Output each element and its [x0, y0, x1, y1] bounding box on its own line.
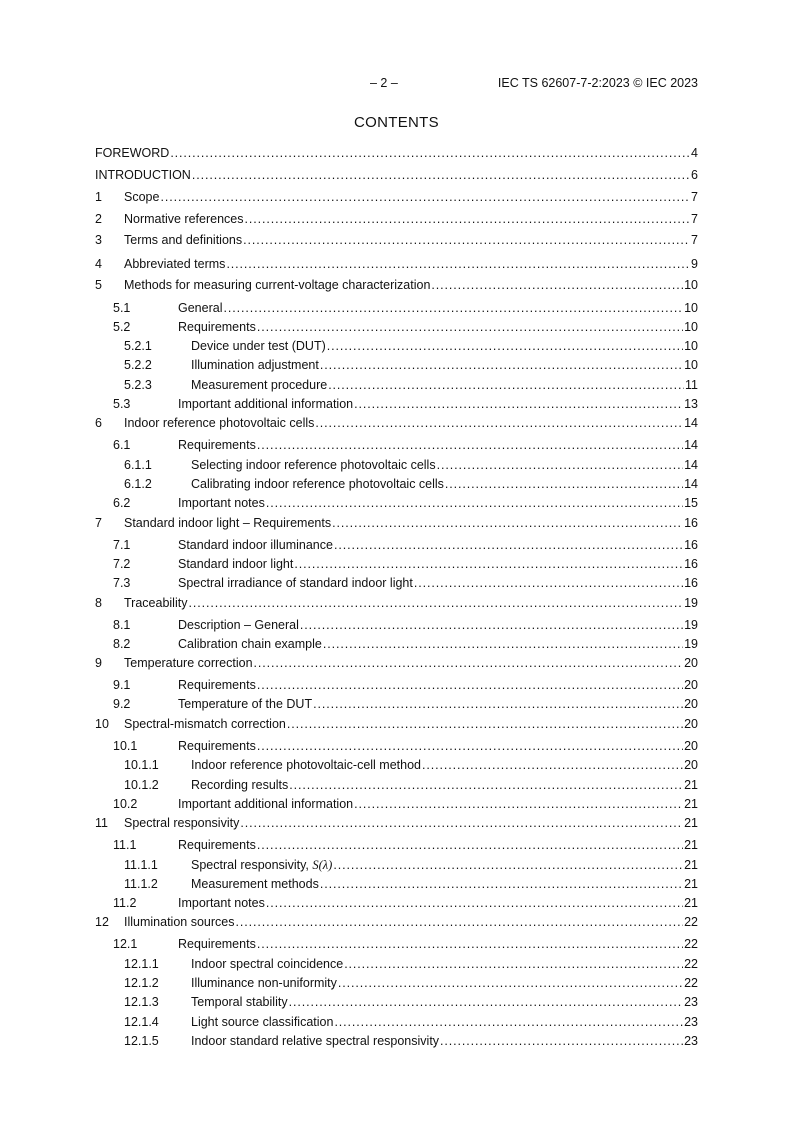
toc-dot-leader	[334, 1013, 683, 1031]
toc-entry[interactable]	[95, 376, 698, 394]
toc-entry-page: 14	[684, 458, 698, 472]
toc-entry[interactable]	[95, 395, 698, 413]
toc-entry-page: 13	[684, 397, 698, 411]
toc-entry-page: 22	[684, 976, 698, 990]
page-header-document-ref: IEC TS 62607-7-2:2023 © IEC 2023	[497, 76, 698, 90]
toc-entry-title: Scope	[124, 190, 160, 204]
toc-entry[interactable]	[95, 456, 698, 474]
toc-entry-number: 5.2.3	[124, 378, 152, 392]
toc-entry-title: Important additional information	[178, 397, 354, 411]
page-header-number: – 2 –	[370, 76, 398, 90]
toc-entry-page: 23	[684, 1034, 698, 1048]
toc-dot-leader	[300, 616, 683, 634]
toc-entry[interactable]	[95, 913, 698, 931]
toc-entry-number: 12.1.2	[124, 976, 159, 990]
toc-entry[interactable]	[95, 955, 698, 973]
toc-entry-number: 11.1.1	[124, 858, 158, 872]
toc-entry-page: 10	[684, 339, 698, 353]
toc-entry-page: 20	[684, 739, 698, 753]
toc-entry-number: 12.1.1	[124, 957, 159, 971]
toc-entry-title: Indoor reference photovoltaic-cell method	[191, 758, 421, 772]
toc-entry-page: 16	[684, 538, 698, 552]
toc-entry-number: 2	[95, 212, 102, 226]
toc-entry-number: 3	[95, 233, 102, 247]
toc-entry-title: Traceability	[124, 596, 188, 610]
toc-entry-page: 9	[691, 257, 698, 271]
toc-entry-page: 7	[691, 212, 698, 226]
toc-dot-leader	[257, 676, 683, 694]
toc-entry-title: Requirements	[178, 678, 256, 692]
toc-entry-page: 10	[684, 358, 698, 372]
toc-dot-leader	[254, 654, 684, 672]
toc-dot-leader	[315, 414, 683, 432]
toc-entry[interactable]	[95, 574, 698, 592]
toc-entry-number: 5.2	[113, 320, 131, 334]
toc-entry-title: Requirements	[178, 937, 256, 951]
toc-dot-leader	[327, 337, 683, 355]
toc-dot-leader	[440, 1032, 683, 1050]
toc-entry-page: 19	[684, 596, 698, 610]
toc-entry-page: 6	[691, 168, 698, 182]
toc-entry-number: 10.1	[113, 739, 138, 753]
toc-entry-math-symbol: S(λ)	[312, 858, 333, 872]
toc-dot-leader	[266, 894, 683, 912]
toc-entry[interactable]	[95, 935, 698, 953]
toc-entry[interactable]	[95, 654, 698, 672]
toc-entry[interactable]	[95, 1032, 698, 1050]
toc-entry[interactable]	[95, 436, 698, 454]
toc-entry-page: 22	[684, 957, 698, 971]
toc-dot-leader	[257, 935, 683, 953]
toc-entry[interactable]	[95, 514, 698, 532]
toc-dot-leader	[333, 856, 683, 874]
toc-dot-leader	[354, 395, 683, 413]
toc-entry-page: 20	[684, 678, 698, 692]
toc-entry-number: 5.3	[113, 397, 131, 411]
toc-entry-title: Standard indoor light	[178, 557, 294, 571]
toc-dot-leader	[240, 814, 683, 832]
toc-entry[interactable]	[95, 555, 698, 573]
toc-entry[interactable]	[95, 166, 698, 184]
toc-entry[interactable]	[95, 795, 698, 813]
toc-entry-page: 15	[684, 496, 698, 510]
toc-entry-title: Selecting indoor reference photovoltaic cells	[191, 458, 436, 472]
toc-entry-page: 21	[684, 877, 698, 891]
toc-entry-page: 22	[684, 915, 698, 929]
toc-entry[interactable]	[95, 144, 698, 162]
toc-entry[interactable]	[95, 974, 698, 992]
toc-entry-page: 10	[684, 278, 698, 292]
toc-entry-page: 19	[684, 618, 698, 632]
toc-entry-number: 7.3	[113, 576, 131, 590]
toc-entry[interactable]	[95, 594, 698, 612]
toc-entry-page: 19	[684, 637, 698, 651]
toc-entry-title: Temperature of the DUT	[178, 697, 313, 711]
toc-entry[interactable]	[95, 337, 698, 355]
toc-entry-page: 14	[684, 477, 698, 491]
toc-dot-leader	[266, 494, 683, 512]
toc-entry[interactable]	[95, 475, 698, 493]
toc-entry-number: 8.1	[113, 618, 131, 632]
toc-entry-number: 12.1.5	[124, 1034, 159, 1048]
toc-entry[interactable]	[95, 635, 698, 653]
toc-dot-leader	[334, 536, 683, 554]
toc-entry[interactable]	[95, 210, 698, 228]
toc-entry-title: Spectral responsivity	[124, 816, 240, 830]
toc-dot-leader	[323, 635, 683, 653]
toc-entry-page: 16	[684, 557, 698, 571]
toc-entry-title: Calibration chain example	[178, 637, 322, 651]
toc-entry-title: Normative references	[124, 212, 244, 226]
toc-entry-title: General	[178, 301, 223, 315]
toc-dot-leader	[243, 231, 690, 249]
toc-entry-page: 10	[684, 301, 698, 315]
toc-entry-page: 11	[685, 378, 698, 392]
toc-entry-title: Requirements	[178, 838, 256, 852]
toc-entry[interactable]	[95, 993, 698, 1011]
toc-entry-number: 6.2	[113, 496, 131, 510]
toc-entry-title: Important notes	[178, 496, 265, 510]
toc-entry[interactable]	[95, 875, 698, 893]
toc-entry[interactable]	[95, 616, 698, 634]
toc-entry-page: 21	[684, 797, 698, 811]
toc-entry[interactable]	[95, 494, 698, 512]
toc-dot-leader	[287, 715, 683, 733]
toc-entry-title: Spectral responsivity, S(λ)	[191, 858, 333, 872]
toc-entry-title: Abbreviated terms	[124, 257, 226, 271]
toc-dot-leader	[437, 456, 684, 474]
toc-dot-leader	[226, 255, 690, 273]
toc-dot-leader	[422, 756, 683, 774]
toc-entry-number: 7.2	[113, 557, 131, 571]
toc-entry-page: 21	[684, 858, 698, 872]
toc-entry-title: Spectral-mismatch correction	[124, 717, 286, 731]
toc-entry-number: 5.2.1	[124, 339, 152, 353]
toc-dot-leader	[338, 974, 683, 992]
toc-entry-number: 11.1	[113, 838, 137, 852]
toc-entry-title: Measurement procedure	[191, 378, 328, 392]
toc-entry-number: 6	[95, 416, 102, 430]
toc-entry-title: Illumination adjustment	[191, 358, 319, 372]
toc-entry-number: 5	[95, 278, 102, 292]
toc-entry-title: Description – General	[178, 618, 299, 632]
toc-entry[interactable]	[95, 814, 698, 832]
toc-entry-page: 14	[684, 416, 698, 430]
toc-entry-number: 7.1	[113, 538, 131, 552]
toc-entry[interactable]	[95, 776, 698, 794]
toc-dot-leader	[344, 955, 683, 973]
toc-entry-page: 4	[691, 146, 698, 160]
toc-entry-page: 22	[684, 937, 698, 951]
toc-dot-leader	[235, 913, 683, 931]
toc-entry-page: 20	[684, 717, 698, 731]
toc-entry-page: 16	[684, 576, 698, 590]
toc-entry-number: 10.2	[113, 797, 138, 811]
toc-entry-title: Spectral irradiance of standard indoor light	[178, 576, 413, 590]
toc-entry[interactable]	[95, 695, 698, 713]
toc-entry-number: 5.2.2	[124, 358, 152, 372]
toc-entry-number: 6.1	[113, 438, 131, 452]
toc-entry[interactable]	[95, 737, 698, 755]
toc-entry-title: Light source classification	[191, 1015, 334, 1029]
toc-entry-number: 12.1.4	[124, 1015, 159, 1029]
toc-entry-page: 14	[684, 438, 698, 452]
toc-dot-leader	[170, 144, 690, 162]
toc-entry-number: 5.1	[113, 301, 131, 315]
toc-entry-title: INTRODUCTION	[95, 168, 191, 182]
toc-dot-leader	[445, 475, 683, 493]
toc-dot-leader	[245, 210, 691, 228]
toc-dot-leader	[431, 276, 683, 294]
toc-entry-page: 21	[684, 778, 698, 792]
toc-dot-leader	[289, 776, 683, 794]
toc-entry-page: 7	[691, 233, 698, 247]
toc-dot-leader	[223, 299, 683, 317]
toc-entry-title: Standard indoor light – Requirements	[124, 516, 332, 530]
toc-dot-leader	[294, 555, 683, 573]
toc-entry-page: 23	[684, 1015, 698, 1029]
toc-entry-page: 20	[684, 656, 698, 670]
toc-dot-leader	[313, 695, 683, 713]
toc-entry[interactable]	[95, 356, 698, 374]
toc-entry-title: Methods for measuring current-voltage characterization	[124, 278, 431, 292]
toc-entry-title: Recording results	[191, 778, 289, 792]
toc-dot-leader	[320, 875, 683, 893]
toc-entry-number: 11.1.2	[124, 877, 158, 891]
toc-entry-page: 21	[684, 816, 698, 830]
toc-dot-leader	[188, 594, 683, 612]
toc-entry-page: 7	[691, 190, 698, 204]
toc-entry-title: Requirements	[178, 320, 256, 334]
toc-entry[interactable]	[95, 894, 698, 912]
toc-entry-title: Measurement methods	[191, 877, 319, 891]
toc-entry-page: 23	[684, 995, 698, 1009]
toc-entry-number: 7	[95, 516, 102, 530]
toc-entry-page: 21	[684, 838, 698, 852]
toc-entry-number: 11.2	[113, 896, 137, 910]
toc-dot-leader	[160, 188, 690, 206]
toc-entry-page: 16	[684, 516, 698, 530]
toc-entry-title: Indoor spectral coincidence	[191, 957, 344, 971]
toc-entry-title: Calibrating indoor reference photovoltaic cells	[191, 477, 444, 491]
toc-dot-leader	[328, 376, 684, 394]
toc-dot-leader	[192, 166, 690, 184]
toc-entry-title: Terms and definitions	[124, 233, 243, 247]
toc-entry-number: 10.1.2	[124, 778, 159, 792]
toc-entry-page: 10	[684, 320, 698, 334]
toc-entry-number: 6.1.2	[124, 477, 152, 491]
toc-entry-number: 8.2	[113, 637, 131, 651]
toc-entry[interactable]	[95, 676, 698, 694]
toc-entry-number: 9.1	[113, 678, 131, 692]
toc-entry-number: 12.1.3	[124, 995, 159, 1009]
toc-entry-number: 12.1	[113, 937, 138, 951]
toc-entry-number: 10.1.1	[124, 758, 159, 772]
toc-entry[interactable]	[95, 414, 698, 432]
toc-entry[interactable]	[95, 715, 698, 733]
toc-entry[interactable]	[95, 1013, 698, 1031]
toc-entry[interactable]	[95, 856, 698, 874]
toc-entry-title: Important additional information	[178, 797, 354, 811]
toc-dot-leader	[257, 318, 683, 336]
toc-entry-number: 4	[95, 257, 102, 271]
toc-entry-title: Indoor standard relative spectral responsivity	[191, 1034, 440, 1048]
toc-entry-title: Device under test (DUT)	[191, 339, 326, 353]
toc-entry[interactable]	[95, 255, 698, 273]
toc-entry[interactable]	[95, 756, 698, 774]
toc-entry[interactable]	[95, 188, 698, 206]
toc-entry[interactable]	[95, 836, 698, 854]
page-title: CONTENTS	[354, 114, 439, 131]
toc-entry-title: Indoor reference photovoltaic cells	[124, 416, 315, 430]
toc-entry-number: 12	[95, 915, 109, 929]
toc-entry-title: Temporal stability	[191, 995, 288, 1009]
toc-entry[interactable]	[95, 536, 698, 554]
toc-entry-page: 21	[684, 896, 698, 910]
toc-entry-title: Standard indoor illuminance	[178, 538, 333, 552]
toc-entry-number: 1	[95, 190, 102, 204]
toc-entry[interactable]	[95, 299, 698, 317]
toc-entry-number: 9	[95, 656, 102, 670]
toc-entry-title: Requirements	[178, 739, 256, 753]
toc-dot-leader	[332, 514, 683, 532]
toc-entry-title: Illuminance non-uniformity	[191, 976, 337, 990]
toc-entry-number: 10	[95, 717, 109, 731]
toc-dot-leader	[257, 737, 683, 755]
toc-entry-number: 8	[95, 596, 102, 610]
toc-entry-number: 9.2	[113, 697, 131, 711]
toc-dot-leader	[354, 795, 683, 813]
toc-entry-page: 20	[684, 697, 698, 711]
toc-entry-title: Illumination sources	[124, 915, 235, 929]
toc-entry-page: 20	[684, 758, 698, 772]
toc-entry[interactable]	[95, 276, 698, 294]
toc-entry[interactable]	[95, 318, 698, 336]
toc-entry-title: Temperature correction	[124, 656, 253, 670]
toc-entry-number: 6.1.1	[124, 458, 152, 472]
toc-entry-title: FOREWORD	[95, 146, 170, 160]
toc-dot-leader	[257, 436, 683, 454]
toc-dot-leader	[320, 356, 683, 374]
toc-entry-number: 11	[95, 816, 108, 830]
toc-entry-title: Requirements	[178, 438, 256, 452]
toc-dot-leader	[289, 993, 684, 1011]
toc-entry-title: Important notes	[178, 896, 265, 910]
toc-entry[interactable]	[95, 231, 698, 249]
toc-dot-leader	[414, 574, 683, 592]
toc-dot-leader	[257, 836, 683, 854]
